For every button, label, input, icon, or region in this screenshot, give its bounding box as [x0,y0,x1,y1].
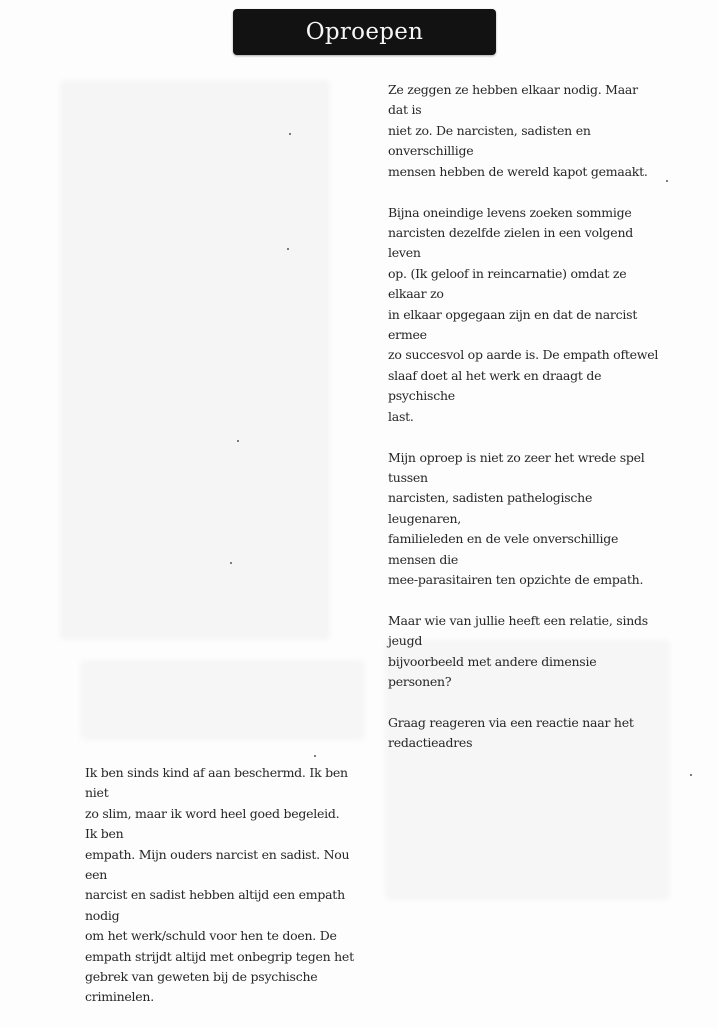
article-paragraph: Bijna oneindige levens zoeken sommige narcisten dezelfde zielen in een volgend leven op. (Ik geloof in reincarnatie) omdat ze elkaar zo in elkaar opgegaan zijn en dat de narcist ermee zo succesvol op aarde is. De empath oftewel slaaf doet al het werk en draagt de psychische last. [388,204,659,424]
article-paragraph: Graag reageren via een reactie naar het redactieadres [388,714,634,751]
article-paragraph: Maar wie van jullie heeft een relatie, sinds jeugd bijvoorbeeld met andere dimensie personen? [388,612,648,690]
article-paragraph: Ik ben sinds kind af aan beschermd. Ik ben niet zo slim, maar ik word heel goed begeleid. Ik ben empath. Mijn ouders narcist en sadist. Nou een narcist en sadist hebben altijd een empath nodig om het werk/schuld voor hen te doen. De empath strijdt altijd met onbegrip tegen het gebrek van geweten bij de psychische criminelen. [85,765,354,1005]
scan-speck [666,180,668,182]
scan-speck [230,562,232,564]
scan-speck [314,755,316,757]
article-paragraph: Ze zeggen ze hebben elkaar nodig. Maar dat is niet zo. De narcisten, sadisten en onverschillige mensen hebben de wereld kapot gemaakt. [388,82,648,179]
scan-speck [690,774,692,776]
scan-speck [287,248,289,250]
right-article-column [388,80,660,774]
article-paragraph: Mijn oproep is niet zo zeer het wrede spel tussen narcisten, sadisten pathelogische leugenaren, familieleden en de vele onverschillige mensen die mee-parasitairen ten opzichte de empath. [388,449,645,587]
bleed-through-block [60,80,330,640]
scan-speck [289,133,291,135]
section-title-bar [233,9,496,55]
page-title: Oproepen [305,19,424,45]
left-article-column [85,763,355,1028]
bleed-through-block [80,660,365,740]
scan-speck [237,440,239,442]
